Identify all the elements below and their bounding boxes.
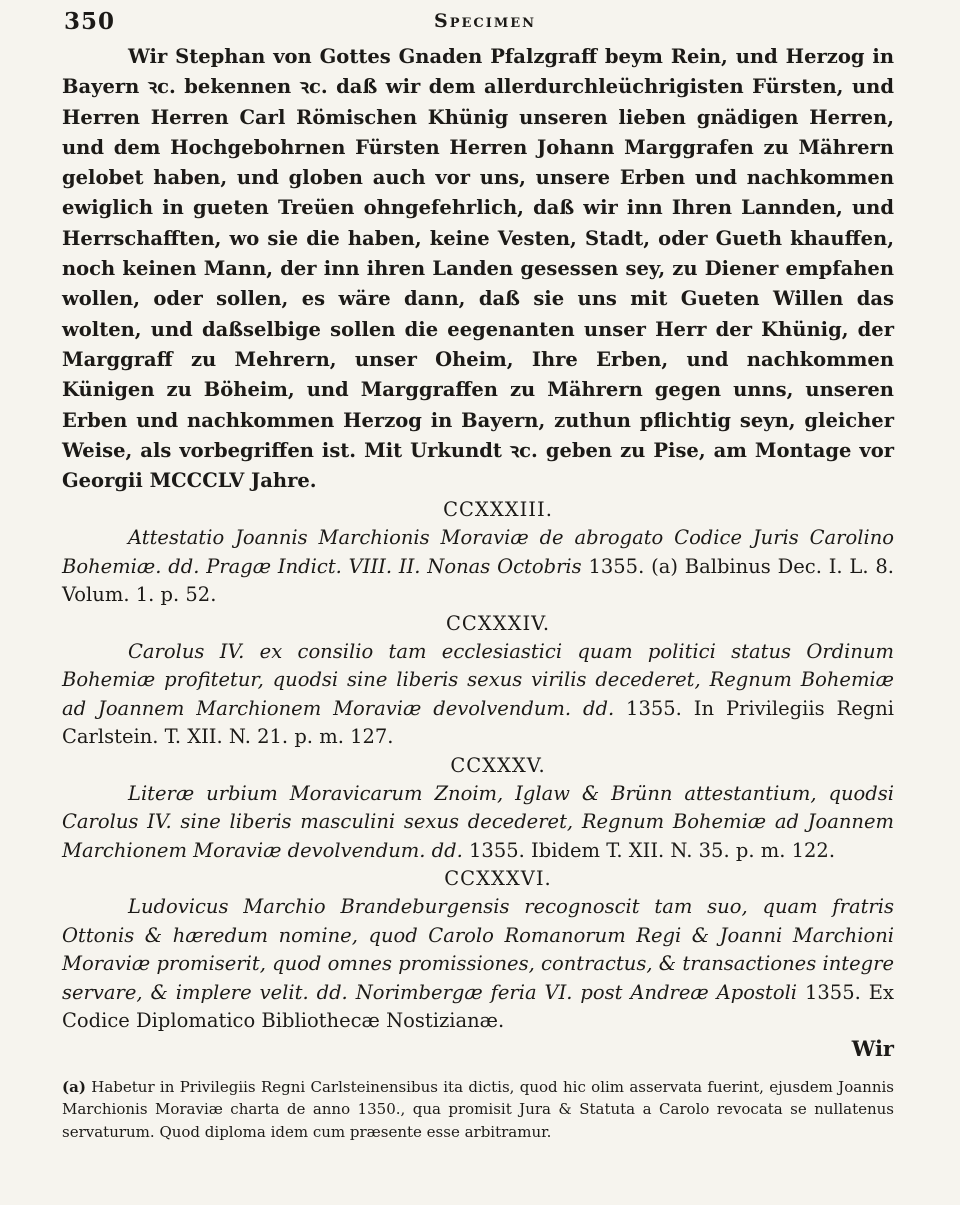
- entry-latin-summary: Carolus IV. ex consilio tam ecclesiastici quam politici status Ordinum Bohemiæ profitetur, quodsi sine liberis sexus virilis decederet, Regnum Bohemiæ ad Joannem Marchionem Moraviæ devolvendum. dd.: [62, 639, 894, 720]
- entry-number: CCXXXIV.: [445, 611, 551, 635]
- running-head: Specimen: [434, 10, 537, 32]
- entry-235: [62, 752, 894, 866]
- entry-latin-summary: Attestatio Joannis Marchionis Moraviæ de abrogato Codice Juris Carolino Bohemiæ. dd. Pragæ Indict. VIII. II. Nonas Octobris: [62, 526, 894, 578]
- footnote: [62, 1076, 894, 1144]
- footnote-text: Habetur in Privilegiis Regni Carlsteinensibus ita dictis, quod hic olim asservata fuerint, ejusdem Joannis Marchionis Moraviæ charta de anno 1350., qua promisit Jura & Statuta a Carolo revocata se nullatenus servaturum. Quod diploma idem cum præsente esse arbitramur.: [62, 1077, 894, 1141]
- entry-number: CCXXXV.: [450, 753, 546, 777]
- entry-latin-summary: Literæ urbium Moravicarum Znoim, Iglaw & Brünn attestantium, quodsi Carolus IV. sine liberis masculini sexus decederet, Regnum Bohemiæ ad Joannem Marchionem Moraviæ devolvendum. dd.: [62, 781, 894, 862]
- footnote-mark: (a): [62, 1077, 86, 1096]
- entry-year: 1355. (a): [581, 554, 678, 578]
- footnote-separator: [62, 1062, 894, 1068]
- entry-source: Ibidem T. XII. N. 35. p. m. 122.: [524, 838, 836, 862]
- entry-236: [62, 865, 894, 1036]
- german-charter-text: [62, 42, 894, 496]
- entry-number: CCXXXIII.: [443, 498, 553, 522]
- entry-text: [62, 638, 894, 752]
- page-body: [62, 42, 894, 1143]
- entry-text: [62, 780, 894, 866]
- entry-year: 1355.: [614, 696, 682, 720]
- entry-source: Balbinus Dec. I. L. 8. Volum. 1. p. 52.: [62, 554, 894, 607]
- page-header: [64, 6, 904, 36]
- german-charter-body: Wir Stephan von Gottes Gnaden Pfalzgraff beym Rein, und Herzog in Bayern ꝛc. bekennen ꝛc. daß wir dem allerdurchleüchrigisten Fürsten, und Herren Herren Carl Römischen Khünig unseren lieben gnädigen Herren, und dem Hochgebohrnen Fürsten Herren Johann Marggrafen zu Mährern gelobet haben, und globen auch vor uns, unsere Erben und nachkommen ewiglich in gueten Treüen ohngefehrlich, daß wir inn Ihren Lannden, und Herrschafften, wo sie die haben, keine Vesten, Stadt, oder Gueth khauffen, noch keinen Mann, der inn ihren Landen gesessen sey, zu Diener empfahen wollen, oder sollen, es wäre dann, daß sie uns mit Gueten Willen das wolten, und daßselbige sollen die eegenanten unser Herr der Khünig, der Marggraff zu Mehrern, unser Oheim, Ihre Erben, und nachkommen Künigen zu Böheim, und Marggraffen zu Mährern gegen unns, unseren Erben und nachkommen Herzog in Bayern, zuthun pflichtig seyn, gleicher Weise, als vorbegriffen ist. Mit Urkundt ꝛc. geben zu Pise, am Montage vor Georgii MCCCLV Jahre.: [62, 45, 894, 493]
- entry-year: 1355.: [462, 838, 525, 862]
- entry-text: [62, 524, 894, 610]
- entry-text: [62, 893, 894, 1036]
- entry-year: 1355.: [797, 980, 861, 1004]
- entry-source: In Privilegiis Regni Carlstein. T. XII. N. 21. p. m. 127.: [62, 696, 895, 749]
- entry-233: [62, 496, 894, 610]
- catchword: Wir: [851, 1035, 894, 1061]
- page-number: 350: [64, 8, 116, 35]
- entry-latin-summary: Ludovicus Marchio Brandeburgensis recognoscit tam suo, quam fratris Ottonis & hæredum nomine, quod Carolo Romanorum Regi & Joanni Marchioni Moraviæ promiserit, quod omnes promissiones, contractus, & transactiones integre servare, & implere velit. dd. Norimbergæ feria VI. post Andreæ Apostoli: [62, 895, 894, 1004]
- entry-source: Ex Codice Diplomatico Bibliothecæ Nostizianæ.: [62, 980, 894, 1033]
- entry-number: CCXXXVI.: [444, 867, 552, 891]
- entry-234: [62, 610, 894, 752]
